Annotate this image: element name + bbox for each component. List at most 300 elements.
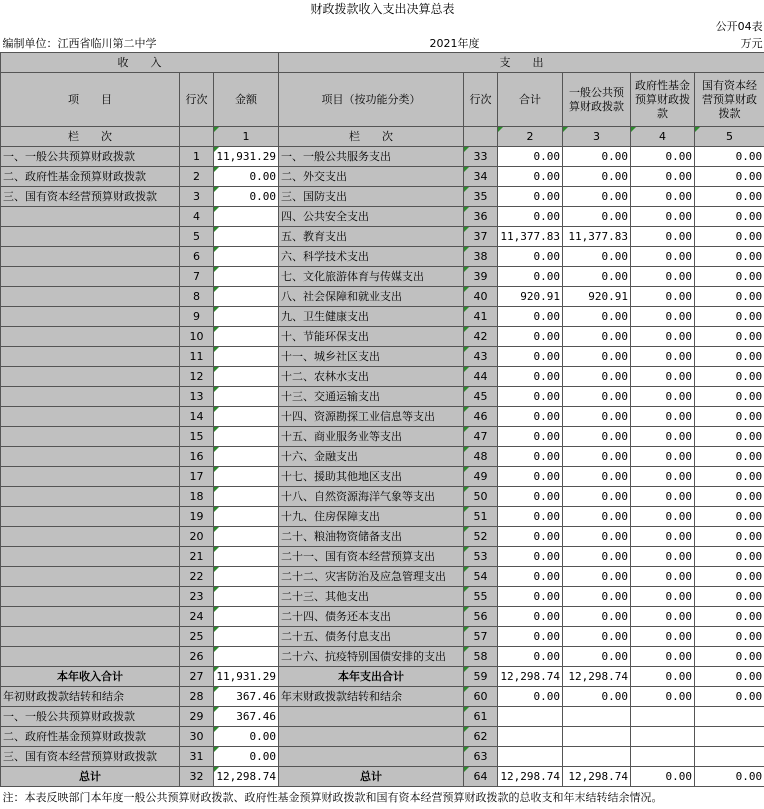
row-no: 9 [180, 307, 214, 327]
expense-sum: 0.00 [498, 507, 563, 527]
table-row [1, 447, 764, 467]
expense-item: 十八、自然资源海洋气象等支出 [279, 487, 464, 507]
income-item [1, 327, 180, 347]
income-amount [214, 427, 279, 447]
expense-item: 五、教育支出 [279, 227, 464, 247]
expense-fund: 0.00 [631, 247, 695, 267]
page-title: 财政拨款收入支出决算总表 [1, 0, 764, 18]
table-row [1, 307, 764, 327]
income-amount [214, 507, 279, 527]
expense-item: 六、科学技术支出 [279, 247, 464, 267]
table-row [1, 207, 764, 227]
expense-fund: 0.00 [631, 527, 695, 547]
expense-sum: 0.00 [498, 307, 563, 327]
row-no: 25 [180, 627, 214, 647]
expense-item: 十九、住房保障支出 [279, 507, 464, 527]
row-no: 33 [464, 147, 498, 167]
row-no: 11 [180, 347, 214, 367]
expense-fund: 0.00 [631, 227, 695, 247]
row-no: 50 [464, 487, 498, 507]
expense-item: 十四、资源勘探工业信息等支出 [279, 407, 464, 427]
row-no: 2 [180, 167, 214, 187]
income-item: 一、一般公共预算财政拨款 [1, 147, 180, 167]
grand-total-amount: 12,298.74 [214, 767, 279, 787]
expense-state: 0.00 [695, 307, 764, 327]
table-row [1, 327, 764, 347]
income-item [1, 427, 180, 447]
col-label: 栏 次 [1, 127, 180, 147]
expense-state: 0.00 [695, 607, 764, 627]
expense-state: 0.00 [695, 627, 764, 647]
table-row [1, 587, 764, 607]
income-amount [214, 447, 279, 467]
table-row [1, 487, 764, 507]
table-row [1, 227, 764, 247]
expense-total-general: 12,298.74 [563, 667, 631, 687]
income-amount [214, 467, 279, 487]
table-row [1, 467, 764, 487]
table-row [1, 647, 764, 667]
expense-state: 0.00 [695, 567, 764, 587]
col-4: 4 [631, 127, 695, 147]
income-item [1, 447, 180, 467]
row-no: 57 [464, 627, 498, 647]
income-item [1, 287, 180, 307]
expense-fund: 0.00 [631, 587, 695, 607]
row-no: 51 [464, 507, 498, 527]
table-row [1, 347, 764, 367]
expense-fund: 0.00 [631, 387, 695, 407]
row-no: 23 [180, 587, 214, 607]
row-no: 44 [464, 367, 498, 387]
income-amount [214, 367, 279, 387]
expense-sum: 11,377.83 [498, 227, 563, 247]
row-no: 59 [464, 667, 498, 687]
row-no: 12 [180, 367, 214, 387]
income-item [1, 387, 180, 407]
expense-sum: 0.00 [498, 607, 563, 627]
expense-fund: 0.00 [631, 507, 695, 527]
row-no: 32 [180, 767, 214, 787]
expense-sum: 0.00 [498, 527, 563, 547]
expense-state: 0.00 [695, 487, 764, 507]
row-no: 46 [464, 407, 498, 427]
balance-general-amount: 367.46 [214, 707, 279, 727]
income-item [1, 407, 180, 427]
grand-fund: 0.00 [631, 767, 695, 787]
expense-fund: 0.00 [631, 407, 695, 427]
income-item [1, 507, 180, 527]
expense-fund: 0.00 [631, 327, 695, 347]
expense-state: 0.00 [695, 267, 764, 287]
income-item [1, 567, 180, 587]
expense-fund: 0.00 [631, 547, 695, 567]
expense-item: 二十一、国有资本经营预算支出 [279, 547, 464, 567]
expense-general: 0.00 [563, 307, 631, 327]
expense-fund: 0.00 [631, 627, 695, 647]
expense-general: 0.00 [563, 547, 631, 567]
year-label: 2021年度 [279, 35, 631, 53]
row-no: 60 [464, 687, 498, 707]
income-amount [214, 487, 279, 507]
expense-general: 0.00 [563, 567, 631, 587]
expense-fund: 0.00 [631, 607, 695, 627]
grand-state: 0.00 [695, 767, 764, 787]
row-no: 55 [464, 587, 498, 607]
grand-expense-label: 总计 [279, 767, 464, 787]
expense-sum: 0.00 [498, 207, 563, 227]
expense-general: 0.00 [563, 167, 631, 187]
row-no: 41 [464, 307, 498, 327]
income-amount [214, 407, 279, 427]
begin-balance-amount: 367.46 [214, 687, 279, 707]
row-no: 31 [180, 747, 214, 767]
expense-item: 七、文化旅游体育与传媒支出 [279, 267, 464, 287]
row-no: 40 [464, 287, 498, 307]
expense-general: 0.00 [563, 487, 631, 507]
row-no: 1 [180, 147, 214, 167]
income-amount [214, 327, 279, 347]
expense-item: 十一、城乡社区支出 [279, 347, 464, 367]
row-no: 17 [180, 467, 214, 487]
row-no: 5 [180, 227, 214, 247]
expense-general: 0.00 [563, 347, 631, 367]
row-no: 36 [464, 207, 498, 227]
row-no: 45 [464, 387, 498, 407]
end-balance-fund: 0.00 [631, 687, 695, 707]
row-no: 37 [464, 227, 498, 247]
table-row [1, 287, 764, 307]
expense-general: 0.00 [563, 447, 631, 467]
row-no: 63 [464, 747, 498, 767]
income-item [1, 247, 180, 267]
expense-general: 0.00 [563, 187, 631, 207]
expense-general: 0.00 [563, 407, 631, 427]
row-no: 6 [180, 247, 214, 267]
expense-item: 八、社会保障和就业支出 [279, 287, 464, 307]
row-no: 35 [464, 187, 498, 207]
expense-item: 十七、援助其他地区支出 [279, 467, 464, 487]
expense-sum: 0.00 [498, 647, 563, 667]
income-amount [214, 347, 279, 367]
expense-state: 0.00 [695, 367, 764, 387]
expense-general: 0.00 [563, 647, 631, 667]
expense-sum: 0.00 [498, 367, 563, 387]
table-row [1, 407, 764, 427]
expense-sum: 0.00 [498, 347, 563, 367]
row-no: 39 [464, 267, 498, 287]
expense-item: 二、外交支出 [279, 167, 464, 187]
state-header: 国有资本经营预算财政拨款 [695, 73, 764, 127]
income-amount [214, 647, 279, 667]
expense-general: 0.00 [563, 367, 631, 387]
item-header: 项 目 [1, 73, 180, 127]
expense-sum: 0.00 [498, 567, 563, 587]
balance-general-label: 一、一般公共预算财政拨款 [1, 707, 180, 727]
expense-header: 支 出 [279, 53, 764, 73]
expense-sum: 0.00 [498, 387, 563, 407]
expense-sum: 0.00 [498, 447, 563, 467]
expense-sum: 0.00 [498, 407, 563, 427]
expense-sum: 0.00 [498, 427, 563, 447]
total-header: 合计 [498, 73, 563, 127]
expense-state: 0.00 [695, 287, 764, 307]
expense-fund: 0.00 [631, 487, 695, 507]
row-no: 4 [180, 207, 214, 227]
row-no: 3 [180, 187, 214, 207]
row-no: 16 [180, 447, 214, 467]
expense-state: 0.00 [695, 507, 764, 527]
expense-total-label: 本年支出合计 [279, 667, 464, 687]
expense-state: 0.00 [695, 147, 764, 167]
row-no: 54 [464, 567, 498, 587]
expense-general: 11,377.83 [563, 227, 631, 247]
begin-balance-label: 年初财政拨款结转和结余 [1, 687, 180, 707]
expense-fund: 0.00 [631, 287, 695, 307]
expense-sum: 0.00 [498, 327, 563, 347]
expense-state: 0.00 [695, 387, 764, 407]
expense-general: 0.00 [563, 327, 631, 347]
expense-item: 十五、商业服务业等支出 [279, 427, 464, 447]
expense-item: 十二、农林水支出 [279, 367, 464, 387]
expense-fund: 0.00 [631, 427, 695, 447]
row-no: 15 [180, 427, 214, 447]
row-no: 52 [464, 527, 498, 547]
expense-sum: 0.00 [498, 267, 563, 287]
col-5: 5 [695, 127, 764, 147]
income-item [1, 647, 180, 667]
expense-item: 九、卫生健康支出 [279, 307, 464, 327]
expense-sum: 0.00 [498, 627, 563, 647]
table-row [1, 267, 764, 287]
expense-item: 三、国防支出 [279, 187, 464, 207]
expense-fund: 0.00 [631, 207, 695, 227]
expense-state: 0.00 [695, 527, 764, 547]
row-no: 38 [464, 247, 498, 267]
fund-header: 政府性基金预算财政拨款 [631, 73, 695, 127]
expense-general: 0.00 [563, 507, 631, 527]
table-row [1, 387, 764, 407]
expense-state: 0.00 [695, 347, 764, 367]
table-row [1, 247, 764, 267]
row-no: 53 [464, 547, 498, 567]
expense-general: 0.00 [563, 607, 631, 627]
expense-fund: 0.00 [631, 467, 695, 487]
row-no: 22 [180, 567, 214, 587]
form-code: 公开04表 [1, 18, 764, 35]
table-row [1, 507, 764, 527]
grand-total-label: 总计 [1, 767, 180, 787]
row-no: 43 [464, 347, 498, 367]
expense-fund: 0.00 [631, 367, 695, 387]
col-label-exp: 栏 次 [279, 127, 464, 147]
row-no: 19 [180, 507, 214, 527]
exp-item-header: 项目（按功能分类） [279, 73, 464, 127]
col-1: 1 [214, 127, 279, 147]
expense-state: 0.00 [695, 247, 764, 267]
end-balance-state: 0.00 [695, 687, 764, 707]
expense-fund: 0.00 [631, 187, 695, 207]
balance-state-amount: 0.00 [214, 747, 279, 767]
expense-general: 0.00 [563, 587, 631, 607]
expense-fund: 0.00 [631, 307, 695, 327]
row-no: 47 [464, 427, 498, 447]
row-no: 61 [464, 707, 498, 727]
expense-item: 二十、粮油物资储备支出 [279, 527, 464, 547]
income-item [1, 527, 180, 547]
expense-sum: 0.00 [498, 467, 563, 487]
income-amount [214, 267, 279, 287]
income-item [1, 267, 180, 287]
expense-sum: 0.00 [498, 167, 563, 187]
expense-fund: 0.00 [631, 167, 695, 187]
row-no: 30 [180, 727, 214, 747]
expense-state: 0.00 [695, 427, 764, 447]
table-row [1, 527, 764, 547]
col-2: 2 [498, 127, 563, 147]
expense-state: 0.00 [695, 447, 764, 467]
expense-sum: 0.00 [498, 587, 563, 607]
income-item [1, 607, 180, 627]
income-item [1, 467, 180, 487]
row-no: 13 [180, 387, 214, 407]
grand-sum: 12,298.74 [498, 767, 563, 787]
income-item [1, 227, 180, 247]
expense-item: 二十三、其他支出 [279, 587, 464, 607]
expense-general: 920.91 [563, 287, 631, 307]
row-no: 48 [464, 447, 498, 467]
unit-label: 编制单位：江西省临川第二中学 [1, 35, 279, 53]
row-no: 26 [180, 647, 214, 667]
expense-general: 0.00 [563, 247, 631, 267]
row-no: 18 [180, 487, 214, 507]
expense-general: 0.00 [563, 207, 631, 227]
expense-general: 0.00 [563, 267, 631, 287]
expense-sum: 0.00 [498, 487, 563, 507]
table-row [1, 607, 764, 627]
row-no: 64 [464, 767, 498, 787]
income-item [1, 207, 180, 227]
income-total-amount: 11,931.29 [214, 667, 279, 687]
amount-header: 金额 [214, 73, 279, 127]
end-balance-label: 年末财政拨款结转和结余 [279, 687, 464, 707]
table-row [1, 427, 764, 447]
table-row [1, 627, 764, 647]
income-header: 收 入 [1, 53, 279, 73]
income-amount: 11,931.29 [214, 147, 279, 167]
balance-state-label: 三、国有资本经营预算财政拨款 [1, 747, 180, 767]
row-no: 49 [464, 467, 498, 487]
balance-fund-label: 二、政府性基金预算财政拨款 [1, 727, 180, 747]
income-amount [214, 387, 279, 407]
expense-fund: 0.00 [631, 567, 695, 587]
income-amount [214, 227, 279, 247]
row-no: 10 [180, 327, 214, 347]
expense-sum: 0.00 [498, 547, 563, 567]
expense-item: 一、一般公共服务支出 [279, 147, 464, 167]
expense-general: 0.00 [563, 467, 631, 487]
expense-sum: 0.00 [498, 187, 563, 207]
exp-row-no-header: 行次 [464, 73, 498, 127]
row-no: 7 [180, 267, 214, 287]
table-row [1, 187, 764, 207]
income-item [1, 487, 180, 507]
balance-fund-amount: 0.00 [214, 727, 279, 747]
expense-state: 0.00 [695, 547, 764, 567]
income-amount [214, 247, 279, 267]
expense-fund: 0.00 [631, 347, 695, 367]
row-no: 21 [180, 547, 214, 567]
end-balance-general: 0.00 [563, 687, 631, 707]
expense-item: 十六、金融支出 [279, 447, 464, 467]
income-amount [214, 287, 279, 307]
expense-general: 0.00 [563, 627, 631, 647]
expense-sum: 0.00 [498, 247, 563, 267]
income-amount: 0.00 [214, 167, 279, 187]
income-item: 二、政府性基金预算财政拨款 [1, 167, 180, 187]
expense-total-sum: 12,298.74 [498, 667, 563, 687]
expense-general: 0.00 [563, 147, 631, 167]
income-amount [214, 547, 279, 567]
table-row [1, 567, 764, 587]
expense-state: 0.00 [695, 227, 764, 247]
expense-item: 二十四、债务还本支出 [279, 607, 464, 627]
expense-state: 0.00 [695, 327, 764, 347]
expense-state: 0.00 [695, 167, 764, 187]
expense-total-fund: 0.00 [631, 667, 695, 687]
income-amount [214, 587, 279, 607]
income-amount [214, 207, 279, 227]
row-no: 58 [464, 647, 498, 667]
expense-fund: 0.00 [631, 447, 695, 467]
footnote: 注：本表反映部门本年度一般公共预算财政拨款、政府性基金预算财政拨款和国有资本经营预算财政拨款的总收支和年末结转结余情况。 [1, 787, 764, 809]
row-no: 56 [464, 607, 498, 627]
row-no-header: 行次 [180, 73, 214, 127]
income-amount: 0.00 [214, 187, 279, 207]
table-row [1, 147, 764, 167]
expense-general: 0.00 [563, 527, 631, 547]
income-item [1, 627, 180, 647]
expense-fund: 0.00 [631, 647, 695, 667]
row-no: 8 [180, 287, 214, 307]
expense-state: 0.00 [695, 587, 764, 607]
table-row [1, 367, 764, 387]
income-amount [214, 307, 279, 327]
table-row [1, 167, 764, 187]
row-no: 27 [180, 667, 214, 687]
income-item [1, 307, 180, 327]
table-row [1, 547, 764, 567]
expense-state: 0.00 [695, 207, 764, 227]
expense-state: 0.00 [695, 407, 764, 427]
income-item [1, 367, 180, 387]
end-balance-sum: 0.00 [498, 687, 563, 707]
income-amount [214, 527, 279, 547]
expense-item: 二十五、债务付息支出 [279, 627, 464, 647]
row-no: 24 [180, 607, 214, 627]
income-item: 三、国有资本经营预算财政拨款 [1, 187, 180, 207]
income-amount [214, 627, 279, 647]
general-header: 一般公共预算财政拨款 [563, 73, 631, 127]
expense-state: 0.00 [695, 467, 764, 487]
expense-fund: 0.00 [631, 147, 695, 167]
row-no: 28 [180, 687, 214, 707]
row-no: 62 [464, 727, 498, 747]
expense-item: 十三、交通运输支出 [279, 387, 464, 407]
expense-state: 0.00 [695, 187, 764, 207]
row-no: 14 [180, 407, 214, 427]
income-item [1, 587, 180, 607]
